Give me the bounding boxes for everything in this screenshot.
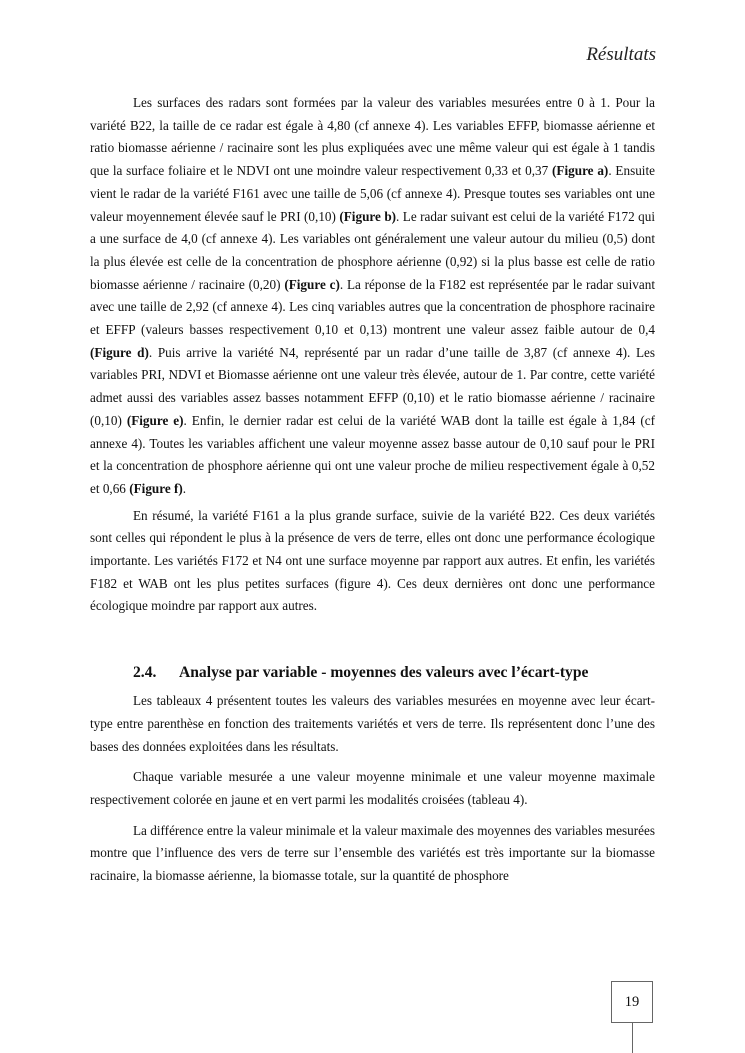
- page-number: 19: [611, 981, 653, 1023]
- paragraph-tables-intro: Les tableaux 4 présentent toutes les valeurs des variables mesurées en moyenne avec leur écart-type entre parenthèse en fonction des traitements variétés et vers de terre. Ils représentent donc l’une des bases des données exploitées dans les résultats.: [90, 693, 655, 754]
- paragraph-summary: En résumé, la variété F161 a la plus grande surface, suivie de la variété B22. Ces deux variétés sont celles qui répondent le plus à la présence de vers de terre, elles ont donc une performance écologique importante. Les variétés F172 et N4 ont une surface moyenne par rapport aux autres. Et enfin, les variétés F182 et WAB ont les plus petites surfaces (figure 4). Ces deux dernières ont donc une performance écologique moindre par rapport aux autres.: [90, 507, 655, 614]
- figure-ref: (Figure e): [126, 412, 184, 428]
- section-number: 2.4.: [133, 664, 157, 682]
- section-title: Analyse par variable - moyennes des valeurs avec l’écart-type: [179, 664, 589, 682]
- figure-ref: (Figure b): [339, 208, 397, 224]
- page-number-line: [632, 1023, 633, 1053]
- figure-ref: (Figure c): [284, 276, 340, 292]
- page-body: [90, 92, 655, 888]
- paragraph-radar-description: Les surfaces des radars sont formées par la valeur des variables mesurées entre 0 à 1. Pour la variété B22, la taille de ce radar est égale à 4,80 (cf annexe 4). Les variables EFFP, biomasse aérienne et ratio biomasse aérienne / racinaire sont les plus expliquées avec une même valeur qui est égale à 1 tandis que la surface foliaire et le NDVI ont une moindre valeur respectivement 0,33 et 0,37 (Figure a). Ensuite vient le radar de la variété F161 avec une taille de 5,06 (cf annexe 4). Presque toutes ses variables ont une valeur moyennement élevée sauf le PRI (0,10) (Figure b). Le radar suivant est celui de la variété F172 qui a une surface de 4,0 (cf annexe 4). Les variables ont généralement une valeur autour du milieu (0,5) dont la plus élevée est celle de la concentration de phosphore aérienne (0,92) si la plus basse est celle de ratio biomasse aérienne / racinaire (0,20) (Figure c). La réponse de la F182 est représentée par le radar suivant avec une taille de 2,92 (cf annexe 4). Les cinq variables autres que la concentration de phosphore racinaire et EFFP (valeurs basses respectivement 0,10 et 0,13) montrent une valeur assez faible autour de 0,4 (Figure d). Puis arrive la variété N4, représenté par un radar d’une taille de 3,87 (cf annexe 4). Les variables PRI, NDVI et Biomasse aérienne ont une valeur très élevée, autour de 1. Par contre, cette variété admet aussi des variables assez basses notamment EFFP (0,10) et le ratio biomasse aérienne / racinaire (0,10) (Figure e). Enfin, le dernier radar est celui de la variété WAB dont la taille est égale à 1,84 (cf annexe 4). Toutes les variables affichent une valeur moyenne assez basse autour de 0,10 sauf pour le PRI et la concentration de phosphore aérienne qui ont une valeur proche de milieu respectivement égale à 0,52 et 0,66 (Figure f).: [90, 95, 656, 496]
- paragraph-difference: La différence entre la valeur minimale et la valeur maximale des moyennes des variables mesurées montre que l’influence des vers de terre sur l’ensemble des variétés est très importante sur la biomasse racinaire, la biomasse aérienne, la biomasse totale, sur la quantité de phosphore: [90, 822, 655, 884]
- figure-ref: (Figure a): [552, 163, 609, 179]
- section-heading: [90, 662, 655, 684]
- figure-ref: (Figure d): [90, 344, 149, 360]
- paragraph-min-max: Chaque variable mesurée a une valeur moyenne minimale et une valeur moyenne maximale respectivement colorée en jaune et en vert parmi les modalités croisées (tableau 4).: [90, 769, 655, 807]
- running-header: Résultats: [586, 44, 656, 65]
- figure-ref: (Figure f): [129, 480, 183, 496]
